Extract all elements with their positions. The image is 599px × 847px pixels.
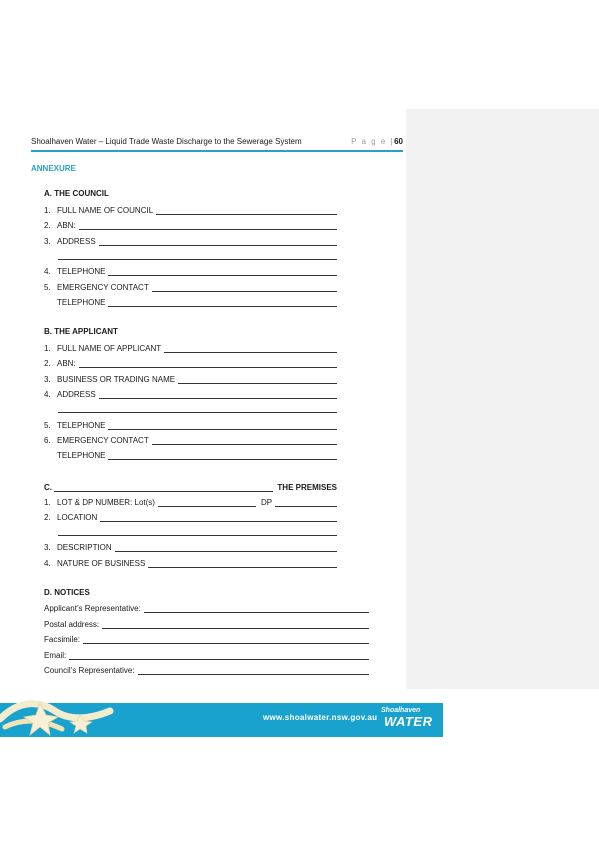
field-label: Facsimile: bbox=[44, 635, 81, 644]
fill-line bbox=[108, 421, 337, 430]
section-c-blank[interactable] bbox=[54, 483, 273, 492]
fill-line bbox=[79, 221, 337, 230]
council-abn-field[interactable] bbox=[44, 219, 337, 230]
row-number: 3. bbox=[44, 543, 51, 552]
field-label: ABN: bbox=[57, 359, 76, 368]
section-c-heading bbox=[44, 481, 337, 492]
dp-fill-line[interactable] bbox=[275, 498, 337, 507]
facsimile-field[interactable] bbox=[44, 633, 369, 644]
row-number: 4. bbox=[44, 390, 51, 399]
header-rule bbox=[31, 150, 403, 152]
applicant-telephone-field[interactable] bbox=[44, 419, 337, 430]
field-label: TELEPHONE bbox=[57, 421, 106, 430]
field-label: FULL NAME OF COUNCIL bbox=[57, 206, 154, 215]
row-number: 4. bbox=[44, 559, 51, 568]
premises-location-field[interactable] bbox=[44, 511, 337, 522]
row-number: 1. bbox=[44, 206, 51, 215]
fill-line bbox=[164, 344, 337, 353]
annexure-heading: ANNEXURE bbox=[31, 164, 76, 173]
row-number: 3. bbox=[44, 237, 51, 246]
council-emergency-contact-field[interactable] bbox=[44, 281, 337, 292]
page-header bbox=[31, 137, 403, 153]
council-address-line-2[interactable] bbox=[58, 258, 337, 260]
fill-line bbox=[152, 436, 337, 445]
section-d-heading: D. NOTICES bbox=[44, 588, 90, 597]
fill-line bbox=[99, 390, 337, 399]
postal-address-field[interactable] bbox=[44, 618, 369, 629]
field-label: EMERGENCY CONTACT bbox=[57, 283, 149, 292]
row-number: 2. bbox=[44, 359, 51, 368]
shell-starfish-decoration bbox=[0, 689, 140, 737]
row-number: 2. bbox=[44, 221, 51, 230]
council-name-field[interactable] bbox=[44, 204, 337, 215]
applicant-address-field[interactable] bbox=[44, 388, 337, 399]
fill-line bbox=[138, 666, 369, 675]
field-label: TELEPHONE bbox=[57, 298, 106, 307]
row-number: 1. bbox=[44, 344, 51, 353]
fill-line bbox=[83, 635, 369, 644]
field-label: Postal address: bbox=[44, 620, 100, 629]
field-label: LOCATION bbox=[57, 513, 98, 522]
council-address-field[interactable] bbox=[44, 235, 337, 246]
fill-line bbox=[108, 267, 337, 276]
fill-line bbox=[115, 543, 337, 552]
side-panel bbox=[406, 109, 599, 689]
fill-line bbox=[144, 604, 369, 613]
row-number: 2. bbox=[44, 513, 51, 522]
fill-line bbox=[178, 375, 337, 384]
row-number: 3. bbox=[44, 375, 51, 384]
fill-line bbox=[152, 283, 337, 292]
premises-location-line-2[interactable] bbox=[58, 534, 337, 536]
council-telephone-field[interactable] bbox=[44, 265, 337, 276]
website-url: www.shoalwater.nsw.gov.au bbox=[263, 713, 378, 722]
council-emergency-telephone-field[interactable] bbox=[44, 296, 337, 307]
fill-line bbox=[100, 513, 337, 522]
document-title: Shoalhaven Water – Liquid Trade Waste Discharge to the Sewerage System bbox=[31, 137, 302, 146]
email-field[interactable] bbox=[44, 649, 369, 660]
applicant-abn-field[interactable] bbox=[44, 357, 337, 368]
applicant-address-line-2[interactable] bbox=[58, 411, 337, 413]
field-label: ADDRESS bbox=[57, 237, 96, 246]
logo-water: WATER bbox=[384, 714, 433, 729]
fill-line bbox=[156, 206, 337, 215]
field-label: NATURE OF BUSINESS bbox=[57, 559, 146, 568]
field-label: BUSINESS OR TRADING NAME bbox=[57, 375, 176, 384]
page-label: P a g e | bbox=[351, 137, 395, 146]
premises-description-field[interactable] bbox=[44, 541, 337, 552]
field-label: DESCRIPTION bbox=[57, 543, 112, 552]
fill-line bbox=[102, 620, 369, 629]
fill-line bbox=[108, 451, 337, 460]
row-number: 6. bbox=[44, 436, 51, 445]
field-label: ADDRESS bbox=[57, 390, 96, 399]
section-a-heading: A. THE COUNCIL bbox=[44, 189, 109, 198]
fill-line bbox=[79, 359, 337, 368]
section-b-heading: B. THE APPLICANT bbox=[44, 327, 118, 336]
section-c-letter: C. bbox=[44, 483, 52, 492]
applicant-name-field[interactable] bbox=[44, 342, 337, 353]
fill-line bbox=[148, 559, 337, 568]
field-label: Council’s Representative: bbox=[44, 666, 135, 675]
row-number: 4. bbox=[44, 267, 51, 276]
page-number: 60 bbox=[394, 137, 403, 146]
field-label: TELEPHONE bbox=[57, 451, 106, 460]
row-number: 5. bbox=[44, 421, 51, 430]
applicant-emergency-contact-field[interactable] bbox=[44, 434, 337, 445]
section-c-title: THE PREMISES bbox=[277, 483, 337, 492]
field-label: TELEPHONE bbox=[57, 267, 106, 276]
field-label: ABN: bbox=[57, 221, 76, 230]
applicant-representative-field[interactable] bbox=[44, 602, 369, 613]
lot-dp-field[interactable] bbox=[44, 496, 337, 507]
page-footer bbox=[0, 689, 443, 737]
dp-label: DP bbox=[260, 498, 273, 507]
nature-of-business-field[interactable] bbox=[44, 557, 337, 568]
council-representative-field[interactable] bbox=[44, 664, 369, 675]
fill-line bbox=[69, 651, 369, 660]
field-label: Applicant’s Representative: bbox=[44, 604, 141, 613]
field-label: Email: bbox=[44, 651, 67, 660]
fill-line bbox=[99, 237, 337, 246]
applicant-trading-name-field[interactable] bbox=[44, 373, 337, 384]
lot-fill-line[interactable] bbox=[158, 498, 256, 507]
field-label: EMERGENCY CONTACT bbox=[57, 436, 149, 445]
logo-script: Shoalhaven bbox=[381, 707, 421, 714]
row-number: 1. bbox=[44, 498, 51, 507]
field-label: FULL NAME OF APPLICANT bbox=[57, 344, 162, 353]
field-label: LOT & DP NUMBER: Lot(s) bbox=[57, 498, 155, 507]
fill-line bbox=[108, 298, 337, 307]
page-indicator bbox=[351, 137, 403, 146]
row-number: 5. bbox=[44, 283, 51, 292]
applicant-emergency-telephone-field[interactable] bbox=[44, 449, 337, 460]
